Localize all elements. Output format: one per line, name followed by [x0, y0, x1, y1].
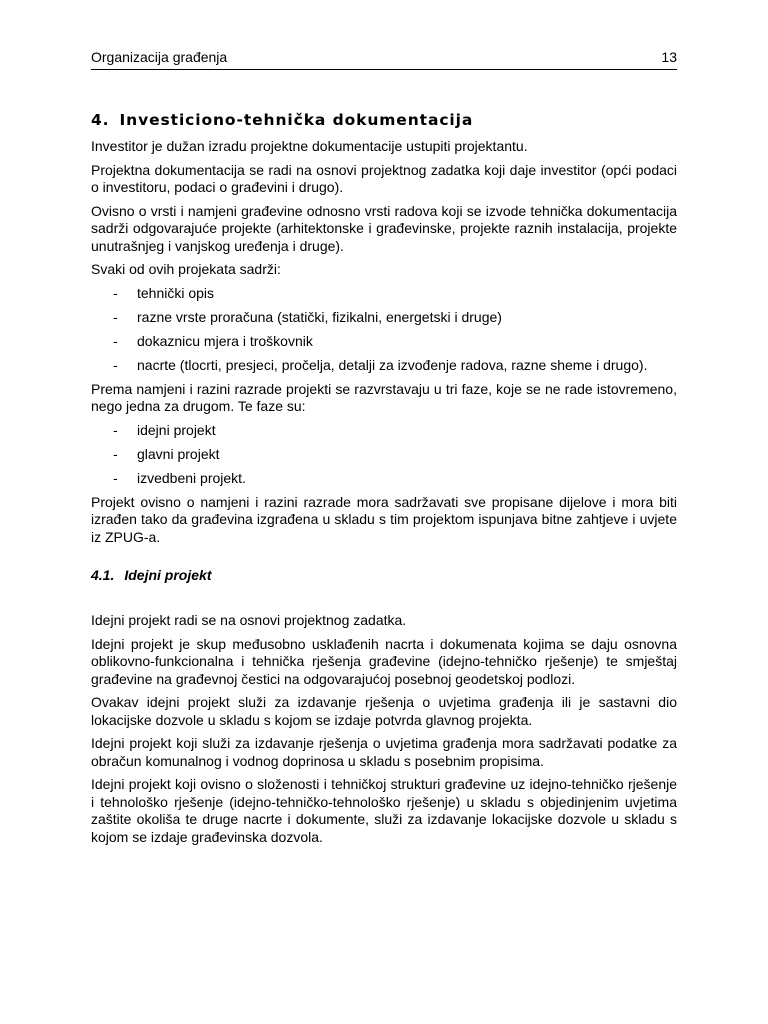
- page-number: 13: [661, 49, 677, 65]
- list-item: - idejni projekt: [113, 421, 216, 438]
- paragraph: Projektna dokumentacija se radi na osnovi projektnog zadatka koji daje investitor (opći podaci o investitoru, podaci o građevini i drugo).: [91, 161, 677, 195]
- list-item: - nacrte (tlocrti, presjeci, pročelja, detalji za izvođenje radova, razne sheme i drugo).: [113, 356, 648, 373]
- list-item-text: nacrte (tlocrti, presjeci, pročelja, detalji za izvođenje radova, razne sheme i drugo).: [137, 356, 648, 373]
- paragraph: Ovisno o vrsti i namjeni građevine odnosno vrsti radova koji se izvode tehnička dokumentacija sadrži odgovarajuće projekte (arhitektonske i građevinske, projekte raznih instalacija, projekte unutrašnjeg i vanjskog uređenja i druge).: [91, 202, 677, 254]
- paragraph: Idejni projekt koji služi za izdavanje rješenja o uvjetima građenja mora sadržavati podatke za obračun komunalnog i vodnog doprinosa u skladu s posebnim propisima.: [91, 735, 677, 769]
- chapter-heading: [91, 110, 677, 130]
- paragraph: Investitor je dužan izradu projektne dokumentacije ustupiti projektantu.: [91, 138, 528, 154]
- paragraph: Projekt ovisno o namjeni i razini razrade mora sadržavati sve propisane dijelove i mora biti izrađen tako da građevina izgrađena u skladu s tim projektom ispunjava bitne zahtjeve i uvjete iz ZPUG-a.: [91, 493, 677, 545]
- list-item: - glavni projekt: [113, 445, 220, 462]
- list-item: - tehnički opis: [113, 284, 215, 301]
- list-item: - izvedbeni projekt.: [113, 469, 246, 486]
- document-page: [91, 48, 677, 852]
- list-item-text: razne vrste proračuna (statički, fizikalni, energetski i druge): [137, 308, 502, 325]
- section-title: Idejni projekt: [124, 567, 212, 583]
- project-phases-list: [91, 422, 677, 488]
- project-contents-list: [91, 285, 677, 375]
- list-item-text: idejni projekt: [137, 421, 216, 438]
- paragraph: Ovakav idejni projekt služi za izdavanje rješenja o uvjetima građenja ili je sastavni dio lokacijske dozvole u skladu s kojom se izdaje potvrda glavnog projekta.: [91, 694, 677, 728]
- list-item: - razne vrste proračuna (statički, fizikalni, energetski i druge): [113, 308, 502, 325]
- chapter-number: 4.: [91, 111, 110, 129]
- header-title: Organizacija građenja: [91, 49, 228, 65]
- list-item-text: dokaznicu mjera i troškovnik: [137, 332, 313, 349]
- paragraph: Svaki od ovih projekata sadrži:: [91, 261, 281, 277]
- paragraph: Idejni projekt je skup međusobno usklađenih nacrta i dokumenata kojima se daju osnovna oblikovno-funkcionalna i tehnička rješenja građevine (idejno-tehničko rješenje) te smještaj građevine na građevnoj čestici na odgovarajućoj posebnoj geodetskoj podlozi.: [91, 635, 677, 687]
- list-item: - dokaznicu mjera i troškovnik: [113, 332, 313, 349]
- section-heading: [91, 566, 677, 584]
- chapter-title: Investiciono-tehnička dokumentacija: [119, 111, 474, 129]
- list-item-text: tehnički opis: [137, 284, 215, 301]
- paragraph: Prema namjeni i razini razrade projekti se razvrstavaju u tri faze, koje se ne rade istovremeno, nego jedna za drugom. Te faze su:: [91, 380, 677, 414]
- paragraph: Idejni projekt koji ovisno o složenosti i tehničkoj strukturi građevine uz idejno-tehničko rješenje i tehnološko rješenje (idejno-tehničko-tehnološko rješenje) u skladu s objedinjenim uvjetima zaštite okoliša te druge nacrte i dokumente, služi za izdavanje lokacijske dozvole u skladu s kojom se izdaje građevinska dozvola.: [91, 776, 677, 845]
- list-item-text: izvedbeni projekt.: [137, 469, 246, 486]
- list-item-text: glavni projekt: [137, 445, 220, 462]
- section-number: 4.1.: [91, 567, 115, 583]
- running-header: [91, 48, 677, 70]
- paragraph: Idejni projekt radi se na osnovi projektnog zadatka.: [91, 612, 407, 628]
